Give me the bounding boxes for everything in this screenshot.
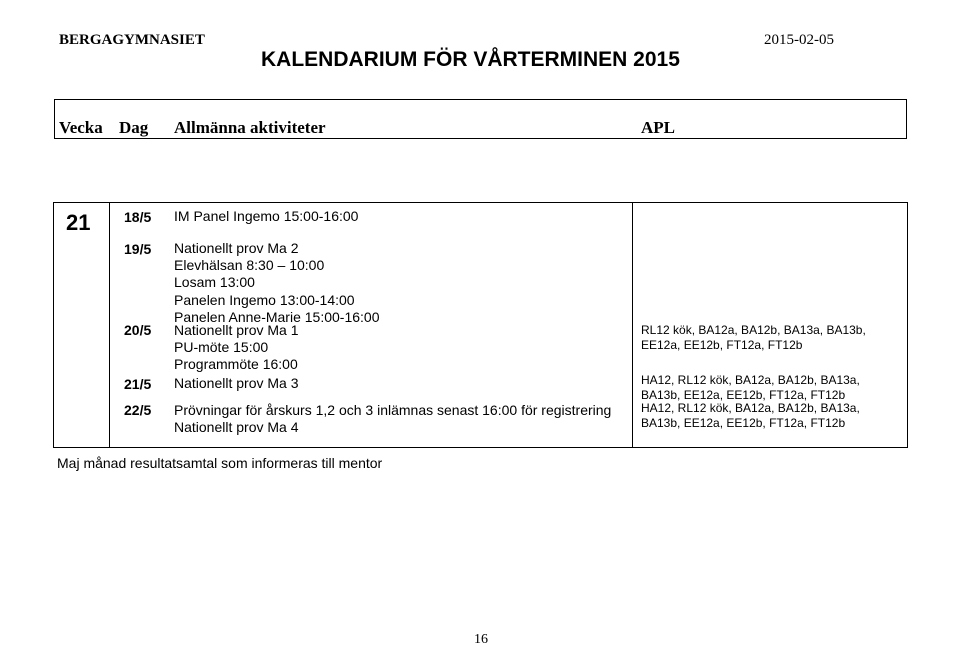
day-activities: [174, 402, 611, 436]
column-header-apl: APL: [641, 118, 675, 137]
day-activities: [174, 375, 299, 392]
activity-line: Panelen Ingemo 13:00-14:00: [174, 291, 355, 308]
week-number: 21: [66, 210, 91, 235]
day-activities: [174, 240, 379, 326]
apl-line: EE12a, EE12b, FT12a, FT12b: [641, 338, 803, 352]
activity-line: Nationellt prov Ma 1: [174, 322, 299, 338]
apl-line: BA13b, EE12a, EE12b, FT12a, FT12b: [641, 388, 846, 402]
day-date: 22/5: [124, 402, 152, 418]
apl-line: BA13b, EE12a, EE12b, FT12a, FT12b: [641, 416, 846, 430]
day-date: 19/5: [124, 241, 152, 257]
document-title: KALENDARIUM FÖR VÅRTERMINEN 2015: [261, 48, 680, 71]
apl-line: RL12 kök, BA12a, BA12b, BA13a, BA13b,: [641, 323, 866, 337]
page-number: 16: [474, 632, 488, 647]
column-divider: [632, 202, 633, 448]
column-header-dag: Dag: [119, 118, 149, 137]
activity-line: IM Panel Ingemo 15:00-16:00: [174, 208, 359, 224]
column-header-allmanna-aktiviteter: Allmänna aktiviteter: [174, 118, 326, 137]
activity-line: Nationellt prov Ma 4: [174, 419, 299, 436]
day-activities: [174, 208, 358, 225]
activity-line: Prövningar för årskurs 1,2 och 3 inlämnas senast 16:00 för registrering: [174, 402, 612, 418]
apl-entry: [641, 401, 860, 431]
column-header-vecka: Vecka: [59, 118, 103, 137]
apl-entry: [641, 373, 860, 403]
activity-line: Programmöte 16:00: [174, 356, 298, 373]
apl-line: HA12, RL12 kök, BA12a, BA12b, BA13a,: [641, 373, 860, 387]
column-divider: [109, 202, 110, 448]
activity-line: Nationellt prov Ma 3: [174, 375, 299, 391]
activity-line: Panelen Anne-Marie 15:00-16:00: [174, 308, 380, 325]
apl-line: HA12, RL12 kök, BA12a, BA12b, BA13a,: [641, 401, 860, 415]
activity-line: Nationellt prov Ma 2: [174, 240, 299, 256]
activity-line: PU-möte 15:00: [174, 339, 269, 356]
footer-note: Maj månad resultatsamtal som informeras till mentor: [57, 455, 383, 471]
apl-entry: [641, 323, 866, 353]
document-date: 2015-02-05: [764, 32, 834, 48]
day-date: 20/5: [124, 322, 152, 338]
day-date: 21/5: [124, 376, 152, 392]
activity-line: Losam 13:00: [174, 274, 255, 291]
activity-line: Elevhälsan 8:30 – 10:00: [174, 257, 325, 274]
day-activities: [174, 322, 299, 374]
school-name: BERGAGYMNASIET: [59, 32, 205, 48]
day-date: 18/5: [124, 209, 152, 225]
